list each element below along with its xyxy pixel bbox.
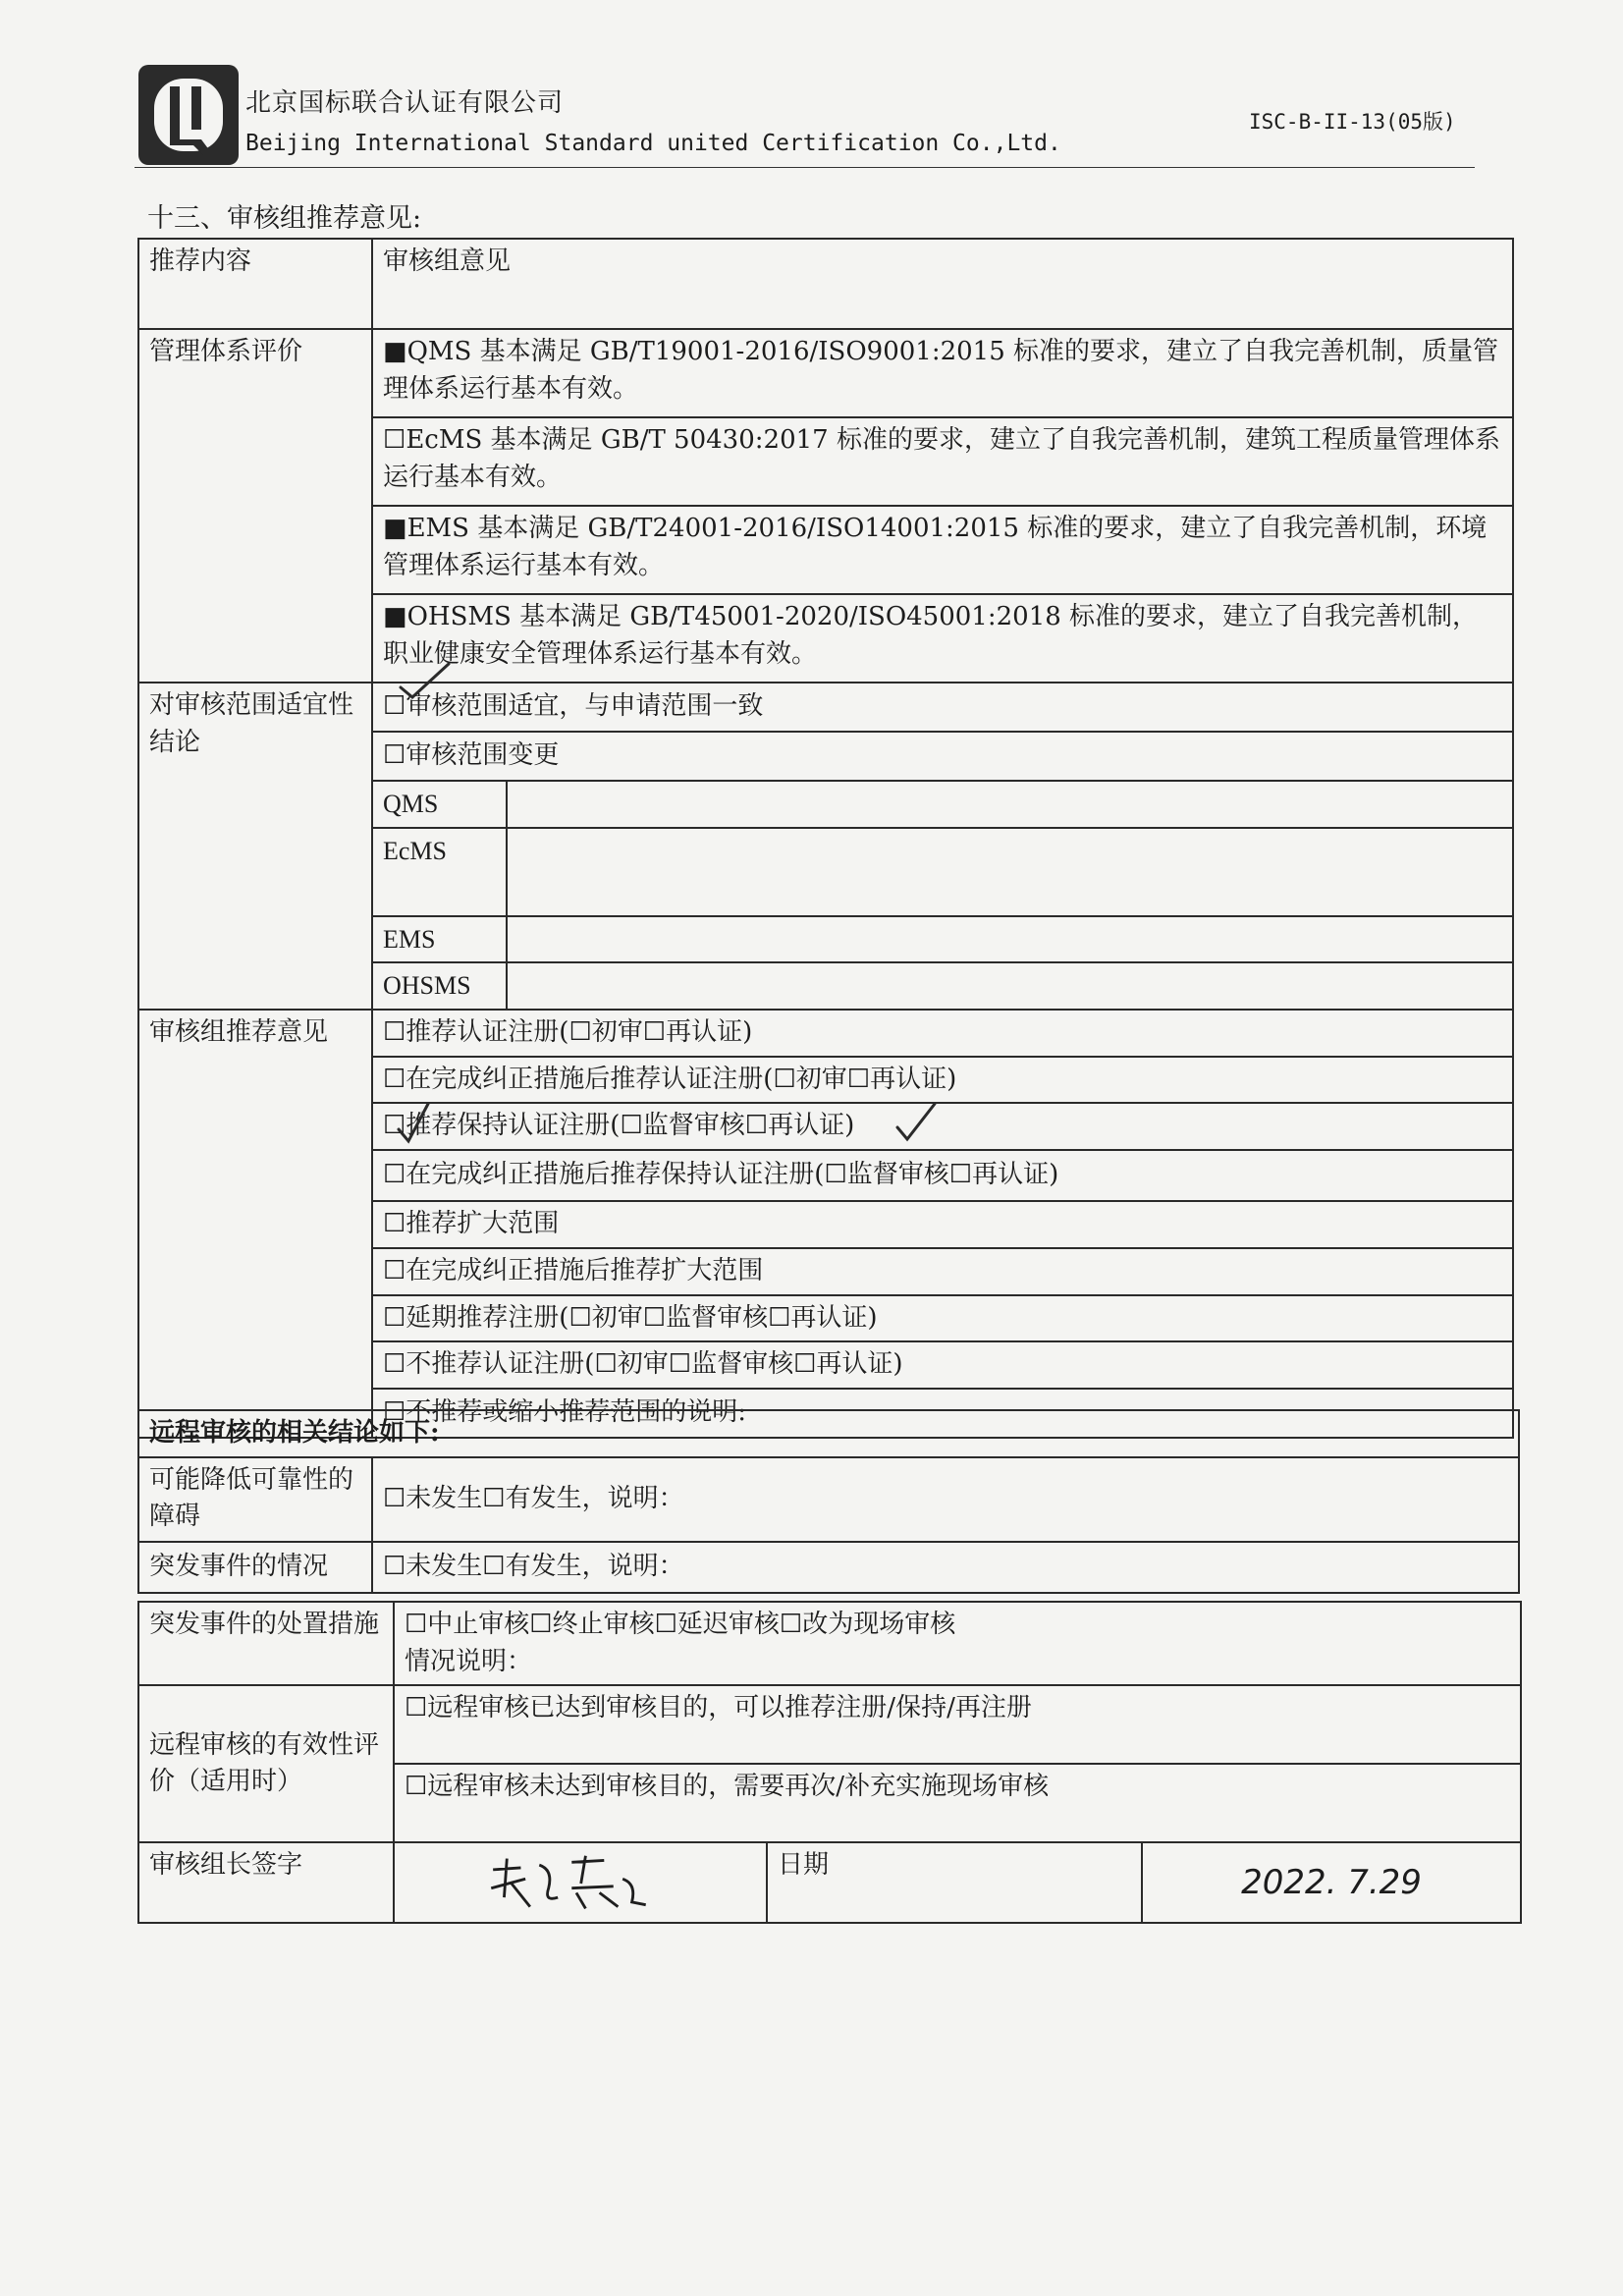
emergency-measure-label: 突发事件的处置措施	[138, 1602, 394, 1685]
date-label: 日期	[767, 1842, 1142, 1923]
remote-obstacle-label: 可能降低可靠性的障碍	[138, 1457, 372, 1542]
rec-item[interactable]: ☐延期推荐注册(☐初审☐监督审核☐再认证)	[372, 1295, 1513, 1342]
rec-item[interactable]: ☐推荐认证注册(☐初审☐再认证)	[372, 1010, 1513, 1057]
scope-item-suitable[interactable]: ☐审核范围适宜，与申请范围一致	[372, 683, 1513, 732]
signature-field[interactable]	[394, 1842, 767, 1923]
recommendation-table	[137, 238, 1514, 1439]
handwritten-signature	[483, 1851, 670, 1916]
rec-item[interactable]: ☐不推荐认证注册(☐初审☐监督审核☐再认证)	[372, 1341, 1513, 1389]
scope-item-changed[interactable]: ☐审核范围变更	[372, 732, 1513, 781]
rec-item[interactable]: ☐不推荐或缩小推荐范围的说明:	[372, 1389, 1513, 1438]
rec-item[interactable]: ☐推荐保持认证注册(☐监督审核☐再认证)	[372, 1103, 1513, 1150]
scope-system-ohsms-value[interactable]	[507, 962, 1513, 1010]
company-name-cn: 北京国标联合认证有限公司	[245, 88, 565, 118]
effectiveness-not-achieved[interactable]: ☐远程审核未达到审核目的，需要再次/补充实施现场审核	[394, 1764, 1521, 1842]
rec-item[interactable]: ☐在完成纠正措施后推荐认证注册(☐初审☐再认证)	[372, 1057, 1513, 1104]
remote-audit-table	[137, 1409, 1520, 1594]
scope-system-ems-value[interactable]	[507, 916, 1513, 963]
signature-label: 审核组长签字	[138, 1842, 394, 1923]
check-mark-icon	[892, 1098, 941, 1143]
checkbox-filled[interactable]: ■	[383, 602, 407, 631]
document-code: ISC-B-II-13(05版)	[1249, 110, 1456, 134]
header-divider	[135, 167, 1475, 168]
scope-system-ems: EMS	[372, 916, 507, 963]
scope-conclusion-label: 对审核范围适宜性结论	[138, 683, 372, 1010]
company-name-en: Beijing International Standard united Certification Co.,Ltd.	[245, 131, 1061, 156]
checkbox-checked[interactable]: ☐	[383, 691, 406, 722]
date-value[interactable]: 2022. 7.29	[1142, 1842, 1521, 1923]
header-recommend-content: 推荐内容	[138, 239, 372, 329]
mgmt-item-qms[interactable]: ■QMS 基本满足 GB/T19001-2016/ISO9001:2015 标准的要求，建立了自我完善机制，质量管理体系运行基本有效。	[372, 329, 1513, 417]
emergency-table	[137, 1601, 1522, 1924]
effectiveness-achieved[interactable]: ☐远程审核已达到审核目的，可以推荐注册/保持/再注册	[394, 1685, 1521, 1764]
scope-system-ohsms: OHSMS	[372, 962, 507, 1010]
emergency-options[interactable]: ☐中止审核☐终止审核☐延迟审核☐改为现场审核	[405, 1610, 956, 1639]
mgmt-item-ems[interactable]: ■EMS 基本满足 GB/T24001-2016/ISO14001:2015 标准的要求，建立了自我完善机制，环境管理体系运行基本有效。	[372, 506, 1513, 594]
mgmt-item-ecms[interactable]: ☐EcMS 基本满足 GB/T 50430:2017 标准的要求，建立了自我完善机制，建筑工程质量管理体系运行基本有效。	[372, 417, 1513, 506]
scope-system-qms-value[interactable]	[507, 781, 1513, 828]
remote-incident-value[interactable]: ☐未发生☐有发生，说明：	[372, 1542, 1519, 1593]
checkbox-empty[interactable]: ☐	[383, 425, 406, 455]
remote-incident-label: 突发事件的情况	[138, 1542, 372, 1593]
header-audit-opinion: 审核组意见	[372, 239, 1513, 329]
team-recommendation-label: 审核组推荐意见	[138, 1010, 372, 1438]
scope-system-ecms: EcMS	[372, 828, 507, 916]
remote-heading: 远程审核的相关结论如下:	[138, 1410, 1519, 1457]
rec-item-checked[interactable]: ☐在完成纠正措施后推荐保持认证注册(☐监督审核☐再认证)	[372, 1150, 1513, 1201]
check-mark-icon	[393, 1100, 432, 1145]
remote-obstacle-value[interactable]: ☐未发生☐有发生，说明：	[372, 1457, 1519, 1542]
section-title: 十三、审核组推荐意见:	[147, 203, 422, 234]
company-logo	[135, 61, 243, 169]
scope-system-qms: QMS	[372, 781, 507, 828]
effectiveness-label: 远程审核的有效性评价（适用时）	[138, 1685, 394, 1842]
emergency-note: 情况说明：	[405, 1646, 533, 1676]
checkbox-empty[interactable]: ☐	[383, 740, 406, 771]
mgmt-eval-label: 管理体系评价	[138, 329, 372, 683]
scope-system-ecms-value[interactable]	[507, 828, 1513, 916]
rec-item[interactable]: ☐推荐扩大范围	[372, 1201, 1513, 1248]
mgmt-item-ohsms[interactable]: ■OHSMS 基本满足 GB/T45001-2020/ISO45001:2018 标准的要求，建立了自我完善机制，职业健康安全管理体系运行基本有效。	[372, 594, 1513, 683]
rec-item[interactable]: ☐在完成纠正措施后推荐扩大范围	[372, 1248, 1513, 1295]
checkbox-filled[interactable]: ■	[383, 337, 407, 366]
emergency-measure-value[interactable]	[394, 1602, 1521, 1685]
check-mark-icon	[395, 660, 454, 699]
checkbox-filled[interactable]: ■	[383, 514, 407, 543]
